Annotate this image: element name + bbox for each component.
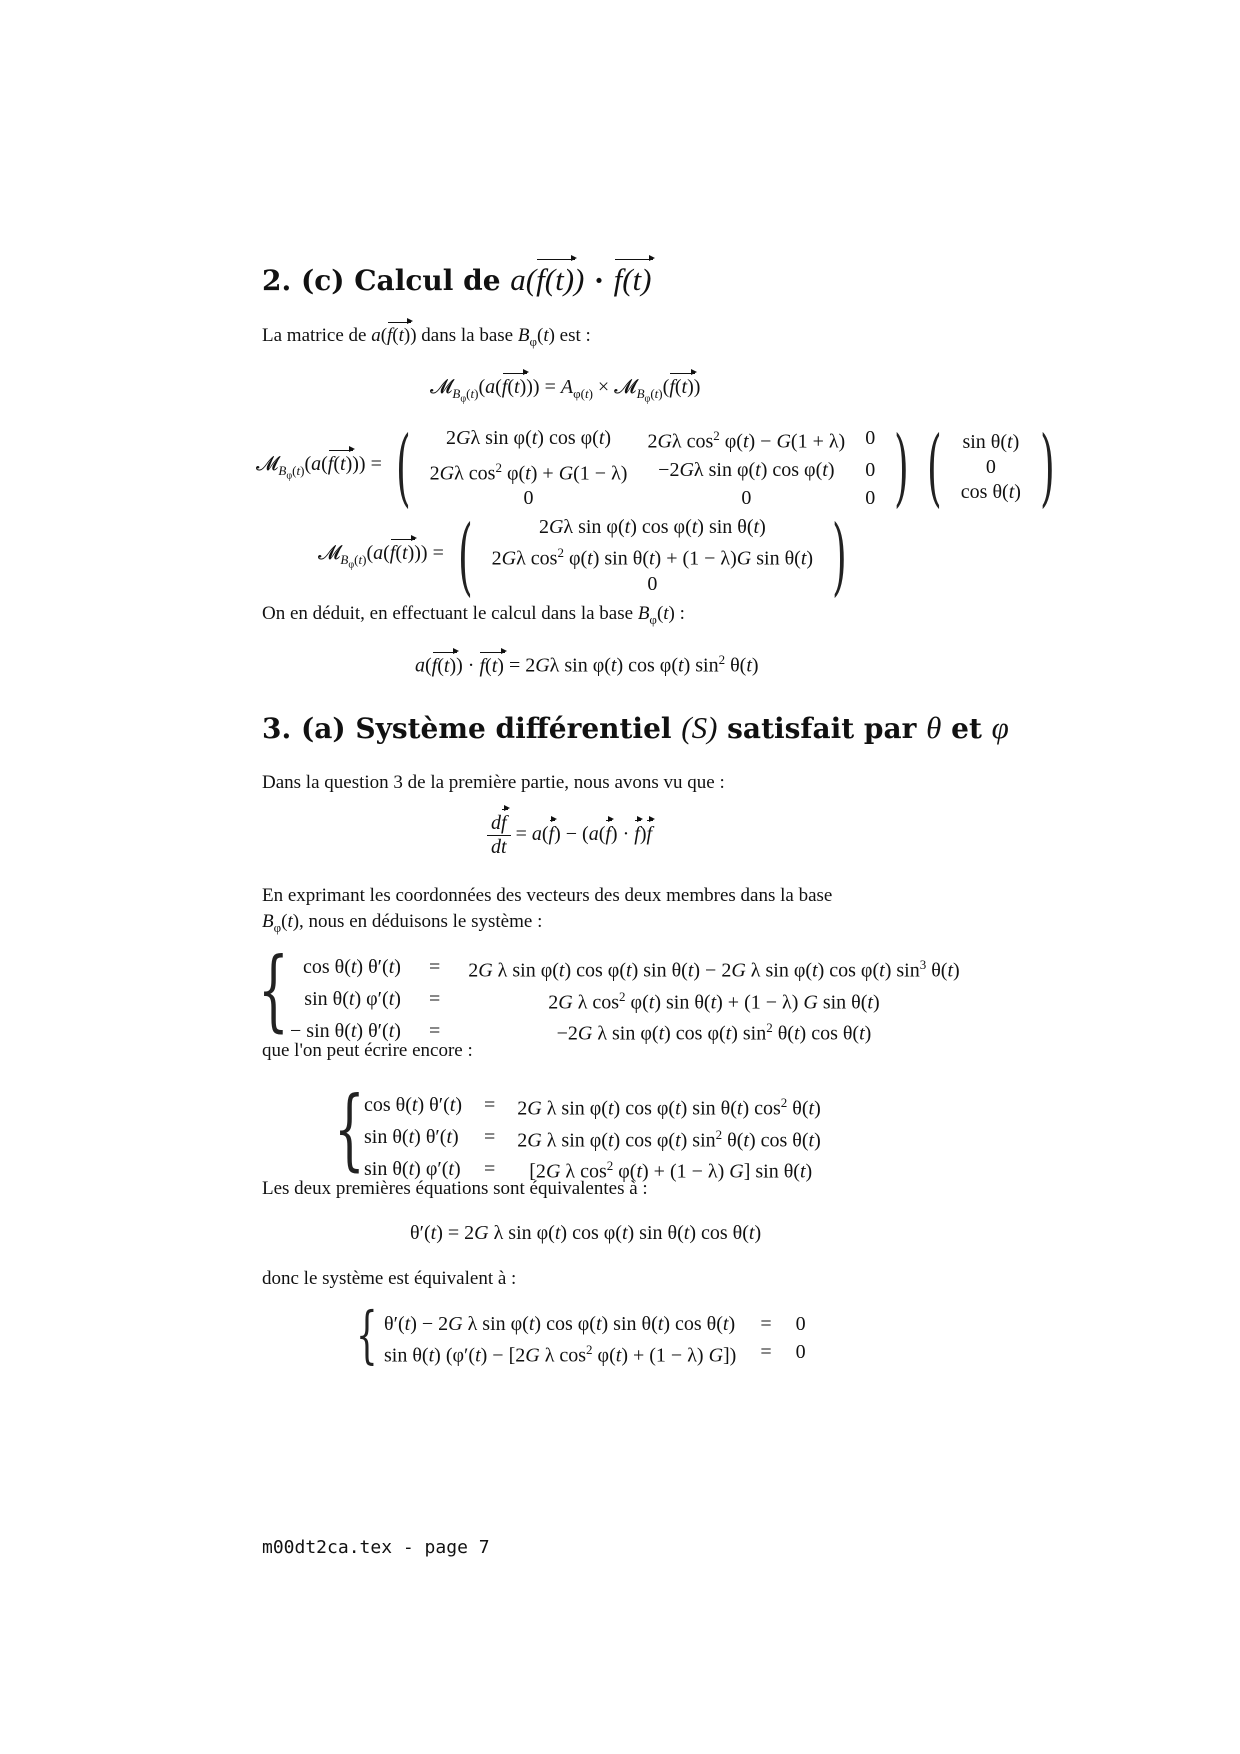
coordinates-text-line2: $B_\varphi(t)$, nous en déduisons le système : bbox=[262, 911, 543, 935]
system-3: θ′(t) − 2G λ sin φ(t) cos φ(t) sin θ(t) cos θ(t) = 0 sin θ(t) (φ′(t) − [2G λ $\cos^2 \varphi(t) + (1 - \lambda)$ G]) = 0 bbox=[384, 1313, 806, 1367]
ode-equation: $\frac{df}{dt}$ = a(f) − (a(f) · f)f bbox=[487, 812, 652, 859]
deduction-text: On en déduit, en effectuant le calcul dans la base $B_\varphi(t)$ : bbox=[262, 603, 685, 627]
equivalence-text: Les deux premières équations sont équivalentes à : bbox=[262, 1178, 648, 1199]
system-2: cos θ(t) θ′(t) = 2G λ sin φ(t) cos φ(t) sin θ(t) $\cos^2 \theta(t)$ sin θ(t) θ′(t) = 2G λ sin φ(t) cos φ(t) $\sin^2 \theta(t)$ cos θ(t) sin θ(t) φ′(t) = [2G λ $\cos^2 \varphi(t) + (1 - \lambda)$ G] sin θ(t) bbox=[364, 1094, 821, 1183]
system3-brace: { bbox=[356, 1298, 378, 1371]
result-vector: 2Gλ sin φ(t) cos φ(t) sin θ(t) 2Gλ $\cos^2 \varphi(t)$ sin θ(t) + (1 − λ)G sin θ(t) 0 bbox=[491, 516, 814, 595]
matrix-a: 2Gλ sin φ(t) cos φ(t) 2Gλ $\cos^2 \varphi(t) - G(1 + \lambda)$ 0 2Gλ $\cos^2 \varphi(t) + G(1 - \lambda)$ −2Gλ sin φ(t) cos φ(t) 0 0 0 0 bbox=[429, 427, 876, 510]
equivalent-system-text: donc le système est équivalent à : bbox=[262, 1268, 517, 1289]
section-3a-heading: 3. (a) Système différentiel (S) satisfait par θ et φ bbox=[262, 710, 1009, 745]
matrix-result-equation: 𝓜$_{B_\varphi(t)}$(a(f(t))) = ( 2Gλ sin φ(t) cos φ(t) sin θ(t) 2Gλ $\cos^2 \varphi(t)$ sin θ(t) + (1 − λ)G sin θ(t) 0 ) bbox=[318, 507, 847, 605]
matrix-intro-text: La matrice de a(f(t)) dans la base $B_\varphi(t)$ est : bbox=[262, 325, 591, 349]
question-reference-text: Dans la question 3 de la première partie, nous avons vu que : bbox=[262, 772, 725, 793]
system-1: cos θ(t) θ′(t) = 2G λ sin φ(t) cos φ(t) sin θ(t) − 2G λ sin φ(t) cos φ(t) $\sin^3 \theta(t)$ sin θ(t) φ′(t) = 2G λ $\cos^2 \varphi(t)$ sin θ(t) + (1 − λ) G sin θ(t) − sin θ(t) θ′(t) = −2G λ sin φ(t) cos φ(t) $\sin^2 \theta(t)$ cos θ(t) bbox=[290, 956, 960, 1045]
matrix-definition-equation: 𝓜$_{B_\varphi(t)}$(a(f(t))) = $A_{\varphi(t)}$ × 𝓜$_{B_\varphi(t)}$(f(t)) bbox=[430, 376, 701, 405]
theta-equation: θ′(t) = 2G λ sin φ(t) cos φ(t) sin θ(t) cos θ(t) bbox=[410, 1222, 762, 1244]
system1-brace: { bbox=[258, 938, 289, 1041]
dot-product-equation: a(f(t)) · f(t) = 2Gλ sin φ(t) cos φ(t) $\sin^2 \theta(t)$ bbox=[415, 652, 759, 677]
section-2c-heading: 2. (c) Calcul de a(f(t)) · f(t) bbox=[262, 262, 652, 297]
matrix-product-equation: 𝓜$_{B_\varphi(t)}$(a(f(t))) = ( 2Gλ sin φ(t) cos φ(t) 2Gλ $\cos^2 \varphi(t) - G(1 + \lambda)$ 0 2Gλ $\cos^2 \varphi(t) + G(1 - \lambda)$ −2Gλ sin φ(t) cos φ(t) 0 0 0 0 ) ( sin θ(t) 0 cos θ(t) ) bbox=[256, 418, 1055, 516]
system2-brace: { bbox=[334, 1077, 365, 1180]
vector-f: sin θ(t) 0 cos θ(t) bbox=[960, 430, 1021, 503]
rewrite-text: que l'on peut écrire encore : bbox=[262, 1040, 473, 1061]
page-footer: m00dt2ca.tex - page 7 bbox=[262, 1537, 490, 1558]
coordinates-text-line1: En exprimant les coordonnées des vecteurs des deux membres dans la base bbox=[262, 885, 833, 906]
